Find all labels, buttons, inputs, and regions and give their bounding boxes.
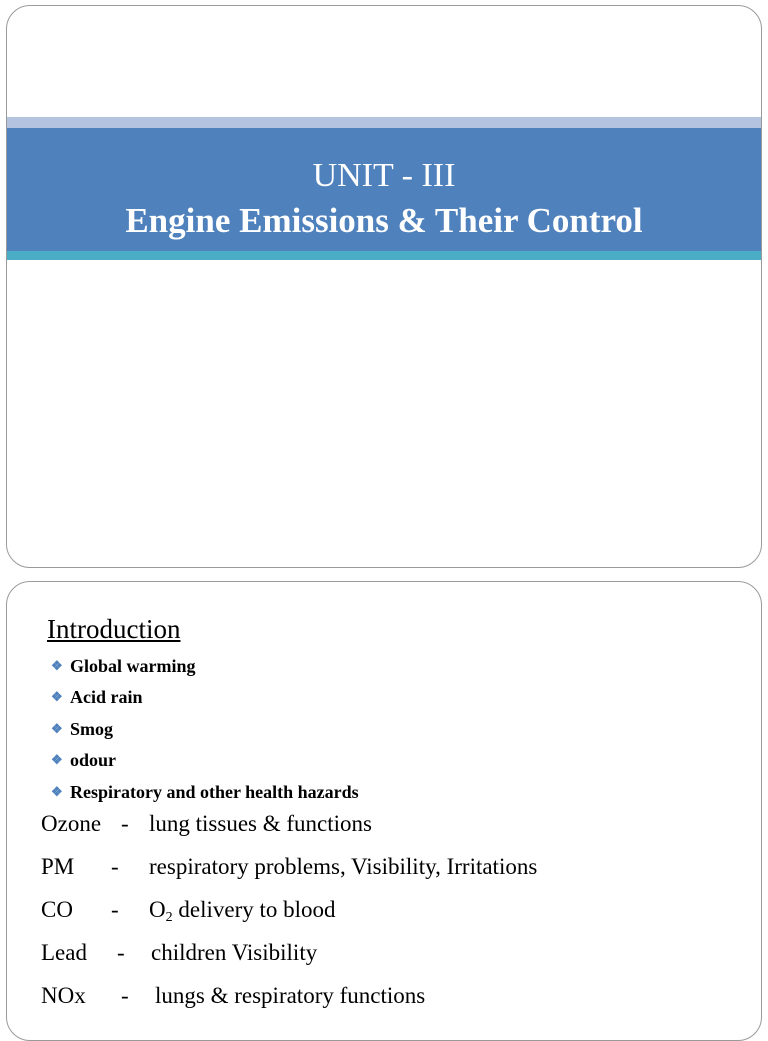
list-item	[51, 776, 359, 808]
list-item	[51, 682, 359, 714]
effect-dash: -	[111, 897, 119, 922]
list-item	[51, 650, 359, 682]
effect-dash: -	[111, 854, 119, 879]
diamond-bullet-icon: ❖	[51, 689, 63, 705]
effect-text	[149, 892, 336, 936]
effect-suffix: delivery to blood	[172, 897, 336, 922]
title-band-bottom-stripe	[7, 251, 761, 260]
bullet-text: Smog	[70, 718, 114, 739]
pollutant-name: CO	[41, 897, 73, 922]
pollutant-name: Lead	[41, 940, 87, 965]
effect-prefix: O	[149, 897, 166, 922]
slide-title: Engine Emissions & Their Control	[125, 201, 643, 240]
introduction-slide	[6, 581, 762, 1041]
bullet-list	[51, 650, 359, 808]
list-item	[51, 713, 359, 745]
introduction-heading: Introduction	[47, 614, 181, 644]
bullet-text: Acid rain	[70, 687, 143, 708]
pollutant-name: Ozone	[41, 811, 102, 836]
effect-text: lungs & respiratory functions	[155, 983, 426, 1008]
effect-text: lung tissues & functions	[149, 811, 372, 836]
unit-title: UNIT - III	[312, 157, 456, 194]
bullet-text: odour	[70, 750, 117, 771]
effect-dash: -	[117, 940, 125, 965]
bullet-text: Respiratory and other health hazards	[70, 781, 359, 802]
effect-dash: -	[121, 983, 129, 1008]
effect-text: children Visibility	[151, 940, 318, 965]
diamond-bullet-icon: ❖	[51, 752, 63, 768]
title-slide	[6, 5, 762, 568]
diamond-bullet-icon: ❖	[51, 657, 63, 673]
effect-subscript: 2	[165, 910, 173, 925]
pollutant-name: PM	[41, 854, 75, 879]
pollutant-name: NOx	[41, 983, 86, 1008]
diamond-bullet-icon: ❖	[51, 720, 63, 736]
title-band-top-stripe	[7, 117, 761, 128]
effect-text: respiratory problems, Visibility, Irritations	[149, 854, 538, 879]
diamond-bullet-icon: ❖	[51, 783, 63, 799]
bullet-text: Global warming	[70, 655, 196, 676]
effect-dash: -	[121, 811, 129, 836]
list-item	[51, 745, 359, 777]
